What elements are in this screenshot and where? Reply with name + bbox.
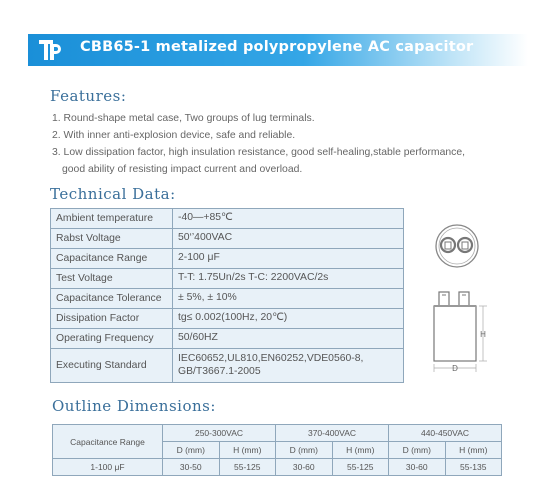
technical-table bbox=[50, 208, 404, 383]
row-value: 50‘’400VAC bbox=[173, 229, 404, 249]
table-row bbox=[51, 229, 404, 249]
row-label: Operating Frequency bbox=[51, 329, 173, 349]
voltage-group-header: 440-450VAC bbox=[389, 425, 502, 442]
row-label: Dissipation Factor bbox=[51, 309, 173, 329]
dimension-cell: 30-60 bbox=[389, 459, 446, 476]
column-header: D (mm) bbox=[276, 442, 333, 459]
dimension-cell: 30-50 bbox=[163, 459, 220, 476]
column-header: H (mm) bbox=[445, 442, 502, 459]
voltage-group-header: 250-300VAC bbox=[163, 425, 276, 442]
table-row bbox=[51, 209, 404, 229]
dimension-cell: 55-125 bbox=[332, 459, 389, 476]
row-value: IEC60652,UL810,EN60252,VDE0560-8, GB/T3667.1-2005 bbox=[173, 349, 404, 383]
table-row bbox=[51, 249, 404, 269]
table-row bbox=[51, 289, 404, 309]
outline-heading: Outline Dimensions: bbox=[52, 397, 216, 415]
row-label: Capacitance Range bbox=[51, 249, 173, 269]
row-value: -40—+85℃ bbox=[173, 209, 404, 229]
height-label: H bbox=[480, 330, 486, 339]
range-cell: 1-100 μF bbox=[53, 459, 163, 476]
row-value: T-T: 1.75Un/2s T-C: 2200VAC/2s bbox=[173, 269, 404, 289]
table-row bbox=[51, 329, 404, 349]
table-row bbox=[53, 425, 502, 442]
column-header: H (mm) bbox=[332, 442, 389, 459]
dimension-cell: 55-135 bbox=[445, 459, 502, 476]
row-label: Capacitance Tolerance bbox=[51, 289, 173, 309]
table-row bbox=[51, 269, 404, 289]
feature-item: 1. Round-shape metal case, Two groups of lug terminals. bbox=[52, 113, 315, 124]
dimension-cell: 55-125 bbox=[219, 459, 276, 476]
column-header: D (mm) bbox=[389, 442, 446, 459]
column-header: D (mm) bbox=[163, 442, 220, 459]
page-title: CBB65-1 metalized polypropylene AC capacitor bbox=[80, 39, 474, 55]
table-row bbox=[53, 459, 502, 476]
technical-heading: Technical Data: bbox=[50, 185, 176, 203]
table-row bbox=[51, 309, 404, 329]
row-label: Executing Standard bbox=[51, 349, 173, 383]
range-header: Capacitance Range bbox=[53, 425, 163, 459]
voltage-group-header: 370-400VAC bbox=[276, 425, 389, 442]
table-row bbox=[51, 349, 404, 383]
capacitor-side-view bbox=[434, 292, 487, 372]
column-header: H (mm) bbox=[219, 442, 276, 459]
dimension-cell: 30-60 bbox=[276, 459, 333, 476]
feature-item: 2. With inner anti-explosion device, safe and reliable. bbox=[52, 130, 296, 141]
row-value: tg≤ 0.002(100Hz, 20℃) bbox=[173, 309, 404, 329]
capacitor-drawing bbox=[425, 222, 505, 382]
feature-item: good ability of resisting impact current and overload. bbox=[62, 164, 303, 175]
capacitor-top-view bbox=[436, 225, 478, 267]
row-value: ± 5%, ± 10% bbox=[173, 289, 404, 309]
row-value: 50/60HZ bbox=[173, 329, 404, 349]
row-label: Test Voltage bbox=[51, 269, 173, 289]
feature-item: 3. Low dissipation factor, high insulation resistance, good self-healing,stable performance, bbox=[52, 147, 465, 158]
row-label: Ambient temperature bbox=[51, 209, 173, 229]
row-value: 2-100 μF bbox=[173, 249, 404, 269]
outline-table bbox=[52, 424, 502, 476]
tp-logo-icon bbox=[38, 37, 64, 63]
row-label: Rabst Voltage bbox=[51, 229, 173, 249]
diameter-label: D bbox=[452, 364, 458, 373]
features-heading: Features: bbox=[50, 87, 127, 105]
